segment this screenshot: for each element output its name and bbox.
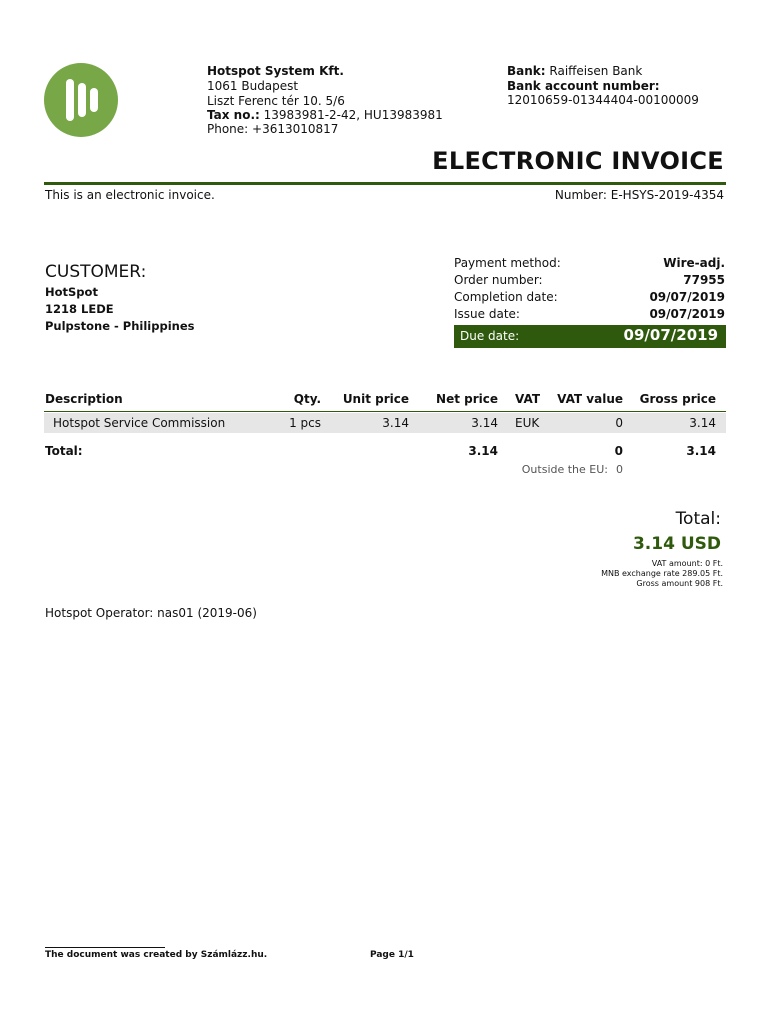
title-divider: [44, 182, 726, 185]
completion-date-label: Completion date:: [454, 290, 558, 304]
due-date-bar: [454, 325, 726, 348]
seller-tax-label: Tax no.:: [207, 108, 260, 122]
footer-divider: [45, 947, 165, 948]
order-number-label: Order number:: [454, 273, 543, 287]
table-total-vat-value: 0: [614, 444, 623, 458]
col-vat-value: VAT value: [557, 392, 623, 406]
row-net-price: 3.14: [471, 416, 498, 430]
payment-method-label: Payment method:: [454, 256, 561, 270]
issue-date-label: Issue date:: [454, 307, 520, 321]
table-total-gross: 3.14: [686, 444, 716, 458]
invoice-note: This is an electronic invoice.: [45, 188, 215, 202]
bank-account-label: Bank account number:: [507, 79, 660, 93]
seller-name: Hotspot System Kft.: [207, 64, 344, 78]
grand-total-label: Total:: [675, 509, 721, 529]
customer-country: Pulpstone - Philippines: [45, 319, 195, 333]
vat-amount-note: VAT amount: 0 Ft.: [651, 559, 723, 568]
col-unit-price: Unit price: [342, 392, 409, 406]
operator-line: Hotspot Operator: nas01 (2019-06): [45, 606, 257, 620]
col-vat: VAT: [515, 392, 541, 406]
col-gross-price: Gross price: [639, 392, 716, 406]
order-number-value: 77955: [683, 273, 725, 287]
row-vat-value: 0: [615, 416, 623, 430]
seller-city: 1061 Budapest: [207, 79, 299, 93]
row-unit-price: 3.14: [382, 416, 409, 430]
col-description: Description: [45, 392, 123, 406]
row-qty: 1 pcs: [289, 416, 321, 430]
seller-tax-value: 13983981-2-42, HU13983981: [259, 108, 443, 122]
bank-label: Bank:: [507, 64, 546, 78]
table-header-divider: [44, 411, 726, 412]
footer-created-by: The document was created by Számlázz.hu.: [45, 950, 268, 960]
col-qty: Qty.: [293, 392, 321, 406]
customer-name: HotSpot: [45, 285, 98, 299]
bank-name: Raiffeisen Bank: [545, 64, 643, 78]
payment-method-value: Wire-adj.: [663, 256, 725, 270]
bank-account-number: 12010659-01344404-00100009: [507, 93, 699, 107]
company-logo-icon: [44, 63, 118, 137]
col-net-price: Net price: [436, 392, 498, 406]
table-total-net: 3.14: [468, 444, 498, 458]
outside-eu-value: 0: [616, 463, 623, 476]
table-total-label: Total:: [45, 444, 83, 458]
invoice-number: Number: E-HSYS-2019-4354: [554, 188, 724, 202]
bank-info: [507, 64, 642, 78]
customer-heading: CUSTOMER:: [45, 262, 147, 282]
footer-page-number: Page 1/1: [370, 950, 414, 960]
invoice-title: ELECTRONIC INVOICE: [432, 147, 724, 175]
seller-street: Liszt Ferenc tér 10. 5/6: [207, 94, 345, 108]
due-date-label: Due date:: [460, 329, 520, 343]
gross-amount-note: Gross amount 908 Ft.: [636, 579, 723, 588]
grand-total-amount: 3.14 USD: [632, 534, 721, 554]
completion-date-value: 09/07/2019: [649, 290, 725, 304]
exchange-rate-note: MNB exchange rate 289.05 Ft.: [601, 569, 723, 578]
issue-date-value: 09/07/2019: [649, 307, 725, 321]
seller-tax: [207, 108, 443, 122]
outside-eu-label: Outside the EU:: [521, 463, 608, 476]
customer-address: 1218 LEDE: [45, 302, 114, 316]
row-gross-price: 3.14: [689, 416, 716, 430]
row-vat: EUK: [515, 416, 540, 430]
due-date-value: 09/07/2019: [623, 326, 718, 344]
seller-phone: Phone: +3613010817: [207, 122, 339, 136]
row-description: Hotspot Service Commission: [53, 416, 226, 430]
